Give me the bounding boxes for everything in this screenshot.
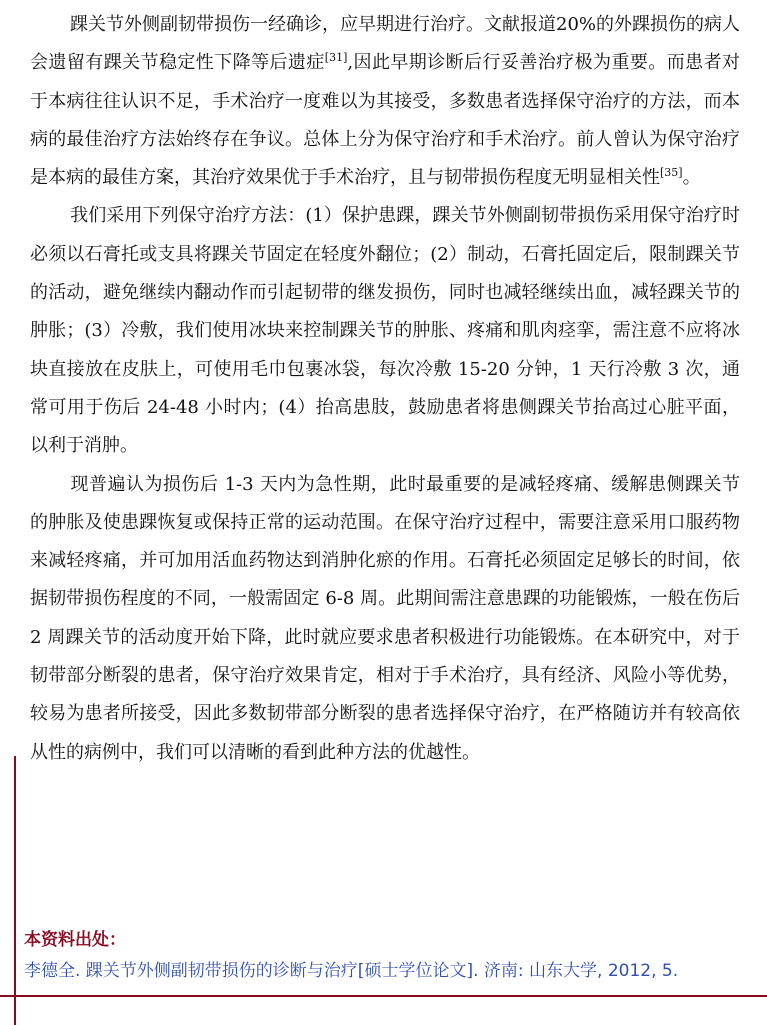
paragraph-1 (30, 6, 740, 197)
source-citation: 李德全. 踝关节外侧副韧带损伤的诊断与治疗[硕士学位论文]. 济南: 山东大学, 2012, 5. (24, 961, 679, 981)
paragraph-1-end: 。 (682, 167, 701, 189)
paragraph-3-text: 现普遍认为损伤后 1-3 天内为急性期，此时最重要的是减轻疼痛、缓解患侧踝关节的肿胀及使患踝恢复或保持正常的运动范围。在保守治疗过程中，需要注意采用口服药物来减轻疼痛，并可加用活血药物达到消肿化瘀的作用。石膏托必须固定足够长的时间，依据韧带损伤程度的不同，一般需固定 6-8 周。此期间需注意患踝的功能锻炼，一般在伤后 2 周踝关节的活动度开始下降，此时就应要求患者积极进行功能锻炼。在本研究中，对于韧带部分断裂的患者，保守治疗效果肯定，相对于手术治疗，具有经济、风险小等优势，较易为患者所接受，因此多数韧带部分断裂的患者选择保守治疗，在严格随访并有较高依从性的病例中，我们可以清晰的看到此种方法的优越性。 (30, 473, 740, 763)
left-margin-line (14, 756, 16, 1025)
paragraph-2 (30, 197, 740, 465)
citation-ref-31: [31] (324, 51, 348, 65)
paragraph-1-text: 踝关节外侧副韧带损伤一经确诊，应早期进行治疗。文献报道20%的外踝损伤的病人会遗留有踝关节稳定性下降等后遗症 (30, 14, 741, 74)
paragraph-1-text-cont: ,因此早期诊断后行妥善治疗极为重要。而患者对于本病往往认识不足，手术治疗一度难以为其接受，多数患者选择保守治疗的方法，而本病的最佳治疗方法始终存在争议。总体上分为保守治疗和手术治疗。前人曾认为保守治疗是本病的最佳方案，其治疗效果优于手术治疗，且与韧带损伤程度无明显相关性 (30, 52, 740, 189)
source-label: 本资料出处： (24, 930, 126, 950)
footer-rule (0, 995, 767, 997)
paragraph-3 (30, 466, 740, 772)
paragraph-2-text: 我们采用下列保守治疗方法：(1）保护患踝，踝关节外侧副韧带损伤采用保守治疗时必须以石膏托或支具将踝关节固定在轻度外翻位；(2）制动，石膏托固定后，限制踝关节的活动，避免继续内翻动作而引起韧带的继发损伤，同时也减轻继续出血，减轻踝关节的肿胀；(3）冷敷，我们使用冰块来控制踝关节的肿胀、疼痛和肌肉痉挛，需注意不应将冰块直接放在皮肤上，可使用毛巾包裹冰袋，每次冷敷 15-20 分钟，1 天行冷敷 3 次，通常可用于伤后 24-48 小时内；(4）抬高患肢，鼓励患者将患侧踝关节抬高过心脏平面，以利于消肿。 (30, 205, 740, 457)
document-body (30, 6, 740, 772)
citation-ref-35: [35] (660, 166, 683, 180)
